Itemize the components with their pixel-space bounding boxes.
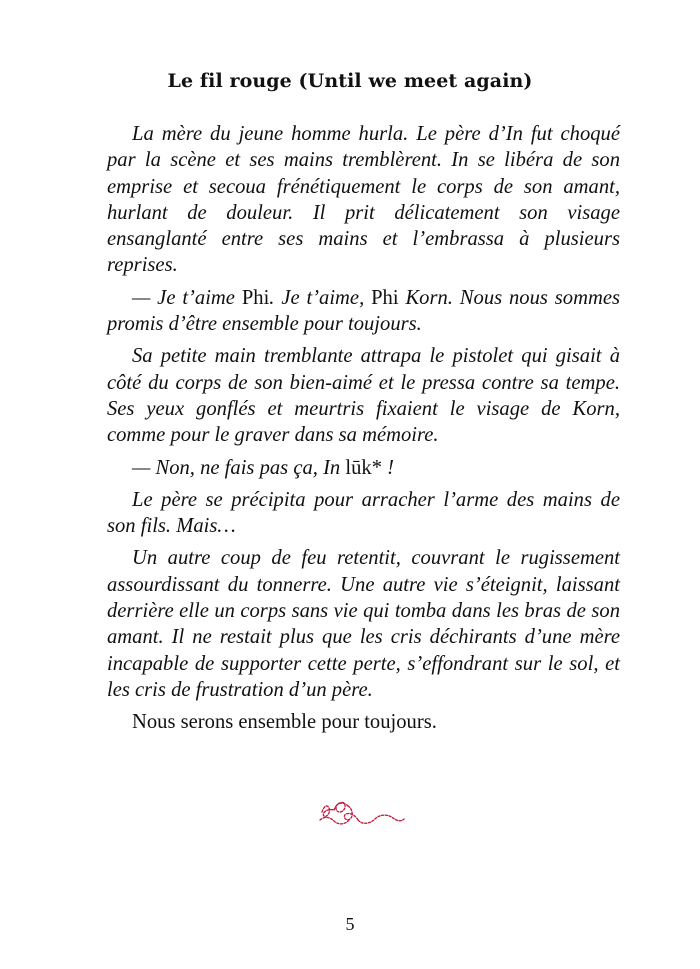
honorific-phi: Phi (241, 286, 270, 309)
paragraph-7-closing: Nous serons ensemble pour toujours. (132, 711, 437, 734)
paragraph-1: La mère du jeune homme hurla. Le père d’In fut choqué par la scène et ses mains tremblèrent. In se libéra de son emprise et secoua frénétiquement le corps de son amant, hurlant de douleur. Il prit délicatement son visage ensanglanté entre ses mains et l’embrassa à plusieurs reprises. (107, 123, 620, 277)
paragraph-6: Un autre coup de feu retentit, couvrant le rugissement assourdissant du tonnerre. Une autre vie s’éteignit, laissant derrière elle un corps sans vie qui tomba dans les bras de son amant. Il ne restait plus que les cris déchirants d’une mère incapable de supporter cette perte, s’effondrant sur le sol, et les cris de frustration d’un père. (107, 547, 620, 701)
dialogue-text: — Je t’aime (132, 286, 242, 309)
chapter-text (107, 121, 620, 736)
page-number: 5 (345, 914, 355, 934)
dialogue-text: Korn. Nous nous sommes promis d’être ensemble pour toujours. (107, 286, 620, 336)
paragraph-3: Sa petite main tremblante attrapa le pistolet qui gisait à côté du corps de son bien-aimé et le pressa contre sa tempe. Ses yeux gonflés et meurtris fixaient le visage de Korn, comme pour le graver dans sa mémoire. (107, 345, 620, 447)
term-luk: lūk* (345, 456, 388, 479)
paragraph-5: Le père se précipita pour arracher l’arme des mains de son fils. Mais… (107, 488, 620, 538)
dialogue-text: ! (387, 456, 394, 479)
dialogue-text: — Non, ne fais pas ça, In (132, 456, 346, 479)
dialogue-text: . Je t’aime, (269, 286, 372, 309)
red-thread-knot-icon (318, 794, 406, 834)
paragraph-4-dialogue (107, 455, 620, 481)
paragraph-2-dialogue (107, 285, 620, 338)
honorific-phi: Phi (371, 286, 406, 309)
page-title: Le fil rouge (Until we meet again) (167, 70, 533, 92)
